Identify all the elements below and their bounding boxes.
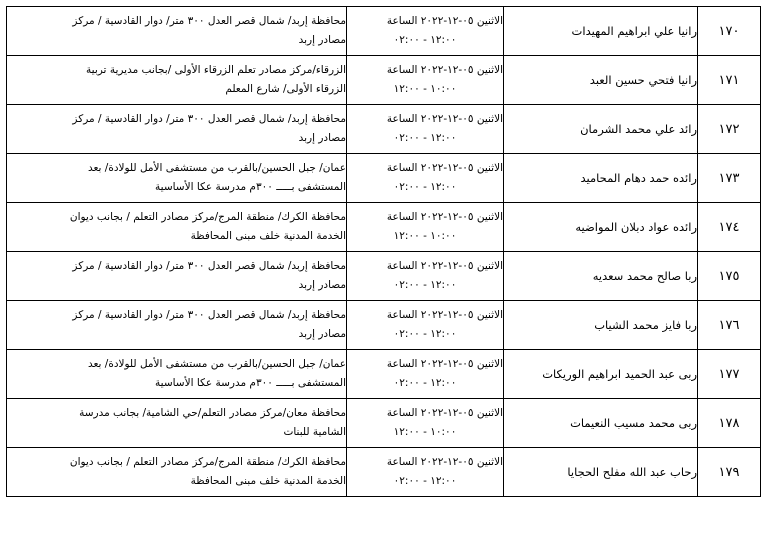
schedule-table-body <box>7 7 761 497</box>
location-line-1: محافظة الكرك/ منطقة المرج/مركز مصادر التعلم / بجانب ديوان <box>69 211 346 223</box>
exam-date: الاثنين ٠٥-١٢-٢٠٢٢ الساعة <box>386 358 503 370</box>
location-line-2: مصادر إربد <box>298 328 346 340</box>
location-line-1: محافظة إربد/ شمال قصر العدل ٣٠٠ متر/ دوار القادسية / مركز <box>72 15 346 27</box>
exam-datetime-cell <box>347 7 504 56</box>
exam-location-cell <box>7 448 347 497</box>
location-line-1: محافظة معان/مركز مصادر التعلم/حي الشامية/ بجانب مدرسة <box>79 407 346 419</box>
exam-location-cell <box>7 154 347 203</box>
row-number: ١٧٧ <box>698 350 761 399</box>
applicant-name: رحاب عبد الله مفلح الحجايا <box>504 448 698 497</box>
exam-time: ١٢:٠٠ - ٠٢:٠٠ <box>393 181 457 193</box>
location-line-2: الخدمة المدنية خلف مبنى المحافظة <box>190 475 346 487</box>
exam-datetime-cell <box>347 399 504 448</box>
row-number: ١٧٣ <box>698 154 761 203</box>
location-line-2: مصادر إربد <box>298 279 346 291</box>
location-line-1: عمان/ جبل الحسين/بالقرب من مستشفى الأمل للولادة/ بعد <box>87 358 346 370</box>
exam-date: الاثنين ٠٥-١٢-٢٠٢٢ الساعة <box>386 456 503 468</box>
exam-datetime-cell <box>347 154 504 203</box>
exam-datetime-cell <box>347 56 504 105</box>
table-row <box>7 203 761 252</box>
exam-location-cell <box>7 301 347 350</box>
applicant-name: ربا صالح محمد سعديه <box>504 252 698 301</box>
exam-time: ١٢:٠٠ - ٠٢:٠٠ <box>393 132 457 144</box>
applicant-name: رائده عواد دبلان المواضيه <box>504 203 698 252</box>
table-row <box>7 350 761 399</box>
exam-date: الاثنين ٠٥-١٢-٢٠٢٢ الساعة <box>386 113 503 125</box>
location-line-1: محافظة إربد/ شمال قصر العدل ٣٠٠ متر/ دوار القادسية / مركز <box>72 113 346 125</box>
exam-location-cell <box>7 252 347 301</box>
location-line-2: مصادر إربد <box>298 132 346 144</box>
table-row <box>7 252 761 301</box>
exam-time: ١٢:٠٠ - ٠٢:٠٠ <box>393 279 457 291</box>
table-row <box>7 56 761 105</box>
row-number: ١٧٨ <box>698 399 761 448</box>
row-number: ١٧٥ <box>698 252 761 301</box>
table-row <box>7 105 761 154</box>
exam-time: ١٢:٠٠ - ٠٢:٠٠ <box>393 475 457 487</box>
row-number: ١٧١ <box>698 56 761 105</box>
location-line-1: محافظة إربد/ شمال قصر العدل ٣٠٠ متر/ دوار القادسية / مركز <box>72 260 346 272</box>
exam-datetime-cell <box>347 350 504 399</box>
exam-time: ١٢:٠٠ - ٠٢:٠٠ <box>393 377 457 389</box>
applicant-name: رائده حمد دهام المحاميد <box>504 154 698 203</box>
table-row <box>7 399 761 448</box>
exam-location-cell <box>7 56 347 105</box>
row-number: ١٧٠ <box>698 7 761 56</box>
table-row <box>7 301 761 350</box>
exam-time: ١٠:٠٠ - ١٢:٠٠ <box>393 83 457 95</box>
location-line-1: عمان/ جبل الحسين/بالقرب من مستشفى الأمل للولادة/ بعد <box>87 162 346 174</box>
location-line-2: الشامية للبنات <box>283 426 346 438</box>
schedule-table <box>6 6 761 497</box>
exam-date: الاثنين ٠٥-١٢-٢٠٢٢ الساعة <box>386 64 503 76</box>
row-number: ١٧٤ <box>698 203 761 252</box>
exam-datetime-cell <box>347 203 504 252</box>
exam-time: ١٠:٠٠ - ١٢:٠٠ <box>393 426 457 438</box>
table-row <box>7 448 761 497</box>
exam-datetime-cell <box>347 105 504 154</box>
row-number: ١٧٦ <box>698 301 761 350</box>
location-line-1: محافظة إربد/ شمال قصر العدل ٣٠٠ متر/ دوار القادسية / مركز <box>72 309 346 321</box>
exam-location-cell <box>7 399 347 448</box>
exam-date: الاثنين ٠٥-١٢-٢٠٢٢ الساعة <box>386 260 503 272</box>
location-line-1: الزرقاء/مركز مصادر تعلم الزرقاء الأولى /بجانب مديرية تربية <box>86 64 346 76</box>
exam-date: الاثنين ٠٥-١٢-٢٠٢٢ الساعة <box>386 309 503 321</box>
applicant-name: ربى عبد الحميد ابراهيم الوريكات <box>504 350 698 399</box>
exam-date: الاثنين ٠٥-١٢-٢٠٢٢ الساعة <box>386 15 503 27</box>
row-number: ١٧٢ <box>698 105 761 154</box>
applicant-name: ربى محمد مسيب النعيمات <box>504 399 698 448</box>
location-line-2: المستشفى بـــــ ٣٠٠م مدرسة عكا الأساسية <box>155 377 346 389</box>
exam-location-cell <box>7 350 347 399</box>
exam-location-cell <box>7 105 347 154</box>
table-row <box>7 154 761 203</box>
exam-time: ١٢:٠٠ - ٠٢:٠٠ <box>393 34 457 46</box>
location-line-1: محافظة الكرك/ منطقة المرج/مركز مصادر التعلم / بجانب ديوان <box>69 456 346 468</box>
location-line-2: الزرقاء الأولى/ شارع المعلم <box>225 83 346 95</box>
exam-time: ١٠:٠٠ - ١٢:٠٠ <box>393 230 457 242</box>
exam-date: الاثنين ٠٥-١٢-٢٠٢٢ الساعة <box>386 211 503 223</box>
applicant-name: رانيا فتحي حسين العبد <box>504 56 698 105</box>
exam-date: الاثنين ٠٥-١٢-٢٠٢٢ الساعة <box>386 162 503 174</box>
location-line-2: المستشفى بـــــ ٣٠٠م مدرسة عكا الأساسية <box>155 181 346 193</box>
table-row <box>7 7 761 56</box>
applicant-name: ربا فايز محمد الشياب <box>504 301 698 350</box>
location-line-2: مصادر إربد <box>298 34 346 46</box>
row-number: ١٧٩ <box>698 448 761 497</box>
exam-location-cell <box>7 7 347 56</box>
exam-datetime-cell <box>347 252 504 301</box>
exam-datetime-cell <box>347 301 504 350</box>
applicant-name: رائد علي محمد الشرمان <box>504 105 698 154</box>
exam-location-cell <box>7 203 347 252</box>
location-line-2: الخدمة المدنية خلف مبنى المحافظة <box>190 230 346 242</box>
exam-time: ١٢:٠٠ - ٠٢:٠٠ <box>393 328 457 340</box>
exam-date: الاثنين ٠٥-١٢-٢٠٢٢ الساعة <box>386 407 503 419</box>
exam-datetime-cell <box>347 448 504 497</box>
applicant-name: رانيا علي ابراهيم المهيدات <box>504 7 698 56</box>
